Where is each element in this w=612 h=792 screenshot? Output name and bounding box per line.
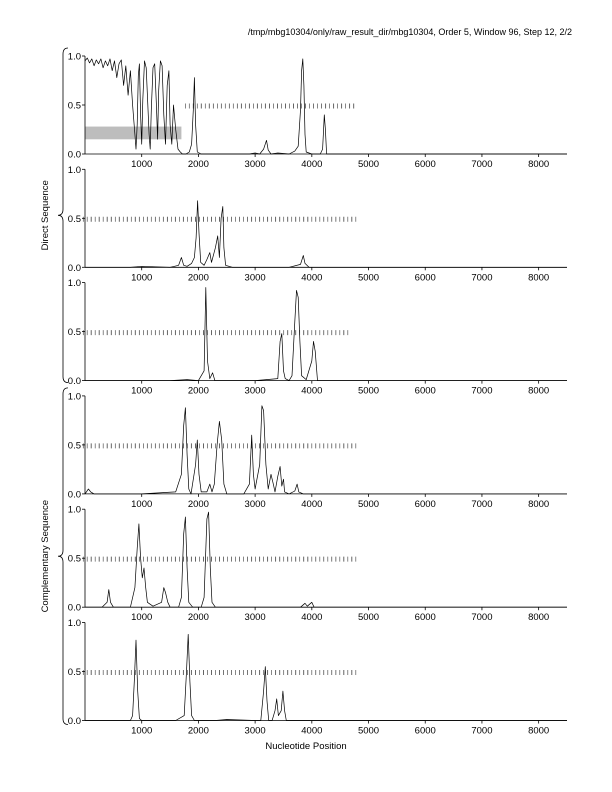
x-tick-label: 5000 (357, 725, 380, 737)
x-tick-label: 7000 (471, 612, 493, 624)
y-tick-label: 1.0 (67, 51, 81, 63)
panel-1 (68, 52, 567, 171)
x-tick-label: 1000 (131, 725, 153, 737)
x-tick-label: 1000 (131, 385, 153, 397)
x-tick-label: 5000 (357, 612, 380, 624)
x-tick-label: 2000 (187, 385, 209, 397)
y-tick-label: 0.5 (67, 667, 81, 678)
x-tick-label: 4000 (301, 385, 323, 397)
x-tick-label: 3000 (244, 498, 266, 510)
y-tick-label: 1.0 (67, 164, 81, 176)
y-tick-label: 1.0 (67, 278, 81, 290)
x-tick-label: 4000 (301, 272, 323, 284)
y-tick-label: 0.5 (67, 100, 81, 112)
x-tick-label: 1000 (131, 159, 153, 170)
x-tick-label: 1000 (131, 498, 153, 510)
x-tick-label: 8000 (528, 385, 550, 397)
x-tick-label: 7000 (471, 385, 493, 397)
series-line (85, 288, 567, 381)
x-tick-label: 6000 (414, 385, 436, 397)
x-tick-label: 6000 (414, 498, 436, 510)
y-tick-label: 1.0 (67, 391, 81, 403)
panel-2 (68, 165, 567, 283)
orf-tick-marks (83, 330, 348, 335)
series-line (85, 201, 567, 268)
x-tick-label: 8000 (528, 498, 550, 510)
panel-4 (68, 391, 567, 510)
orf-tick-marks (83, 217, 356, 222)
x-tick-label: 4000 (301, 159, 323, 170)
orf-tick-marks (185, 103, 353, 108)
y-tick-label: 0.0 (67, 376, 81, 388)
x-tick-label: 4000 (301, 612, 323, 624)
x-tick-label: 4000 (301, 498, 323, 510)
orf-tick-marks (83, 443, 356, 448)
x-tick-label: 7000 (471, 272, 493, 284)
x-tick-label: 8000 (528, 725, 550, 737)
x-tick-label: 3000 (244, 385, 266, 397)
orf-tick-marks (83, 670, 356, 675)
x-tick-label: 3000 (244, 612, 266, 624)
x-tick-label: 2000 (187, 725, 209, 737)
series-line (85, 634, 567, 720)
y-tick-label: 0.0 (67, 716, 81, 727)
panel-5 (68, 505, 567, 624)
y-tick-label: 0.5 (67, 440, 81, 452)
x-tick-label: 5000 (357, 498, 380, 510)
panel-6 (68, 618, 567, 737)
x-tick-label: 2000 (187, 612, 209, 624)
series-line (85, 406, 567, 494)
y-tick-label: 1.0 (67, 504, 81, 516)
x-tick-label: 8000 (528, 272, 550, 284)
x-tick-label: 1000 (131, 272, 153, 284)
y-tick-label: 0.0 (67, 602, 81, 614)
x-tick-label: 5000 (357, 272, 380, 284)
x-axis-title: Nucleotide Position (265, 741, 347, 752)
x-tick-label: 7000 (471, 725, 493, 737)
x-tick-label: 6000 (414, 725, 436, 737)
y-tick-label: 0.5 (67, 327, 81, 339)
figure-header: /tmp/mbg10304/only/raw_result_dir/mbg10304, Order 5, Window 96, Step 12, 2/2 (247, 27, 572, 37)
x-tick-label: 5000 (357, 159, 380, 170)
highlight-box (85, 127, 181, 140)
x-tick-label: 5000 (357, 385, 380, 397)
complementary-sequence-label: Complementary Sequence (40, 499, 51, 613)
x-tick-label: 4000 (301, 725, 323, 737)
panel-3 (68, 278, 567, 397)
direct-sequence-brace (58, 48, 68, 383)
series-line (85, 512, 567, 607)
x-tick-label: 7000 (471, 498, 493, 510)
y-tick-label: 0.0 (67, 149, 81, 161)
x-tick-label: 3000 (244, 725, 266, 737)
direct-sequence-label: Direct Sequence (40, 180, 51, 251)
orf-tick-marks (83, 557, 356, 562)
y-tick-label: 0.0 (67, 262, 81, 274)
y-tick-label: 1.0 (67, 618, 81, 629)
x-tick-label: 3000 (244, 159, 266, 170)
x-tick-label: 3000 (244, 272, 266, 284)
x-tick-label: 7000 (471, 159, 493, 170)
x-tick-label: 1000 (131, 612, 153, 624)
x-tick-label: 6000 (414, 159, 436, 170)
x-tick-label: 8000 (528, 612, 550, 624)
x-tick-label: 8000 (528, 159, 550, 170)
y-tick-label: 0.0 (67, 489, 81, 501)
x-tick-label: 2000 (187, 159, 209, 170)
x-tick-label: 2000 (187, 272, 209, 284)
x-tick-label: 2000 (187, 498, 209, 510)
y-tick-label: 0.5 (67, 213, 81, 225)
x-tick-label: 6000 (414, 272, 436, 284)
x-tick-label: 6000 (414, 612, 436, 624)
y-tick-label: 0.5 (67, 553, 81, 565)
complementary-sequence-brace (58, 388, 68, 725)
